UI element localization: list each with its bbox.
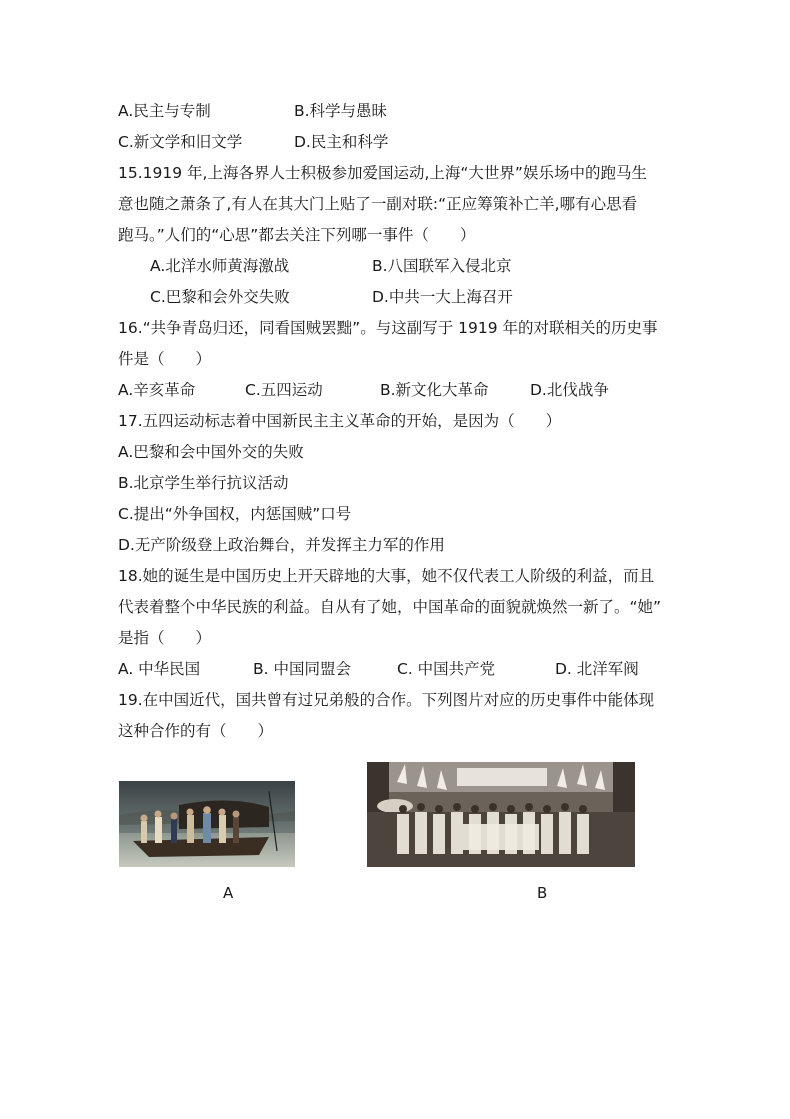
q15-option-c[interactable]: C.巴黎和会外交失败 <box>150 288 290 306</box>
q19-stem-line2: 这种合作的有（ ） <box>118 722 274 740</box>
q15-options-row1 <box>118 251 678 282</box>
q14-option-b[interactable]: B.科学与愚昧 <box>294 102 388 120</box>
q17-option-a[interactable]: A.巴黎和会中国外交的失败 <box>118 443 304 461</box>
q17-option-c[interactable]: C.提出“外争国权，内惩国贼”口号 <box>118 505 352 523</box>
q16-stem-line2: 件是（ ） <box>118 350 212 368</box>
q16-option-b[interactable]: B.新文化大革命 <box>380 381 489 399</box>
q16-option-c[interactable]: C.五四运动 <box>245 381 323 399</box>
photo-a-boat-meeting <box>119 781 295 867</box>
q14-option-c[interactable]: C.新文学和旧文学 <box>118 133 243 151</box>
q18-option-a[interactable]: A. 中华民国 <box>118 660 201 678</box>
photo-a-caption: A <box>223 884 234 902</box>
q18-options-row <box>118 654 678 685</box>
q17-option-b[interactable]: B.北京学生举行抗议活动 <box>118 474 289 492</box>
q16-stem-line1: 16.“共争青岛归还，同看国贼罢黜”。与这副写于 1919 年的对联相关的历史事 <box>118 319 658 337</box>
q14-option-a[interactable]: A.民主与专制 <box>118 102 211 120</box>
q15-options-row2 <box>118 282 678 313</box>
q18-option-c[interactable]: C. 中国共产党 <box>397 660 496 678</box>
q15-option-a[interactable]: A.北洋水师黄海激战 <box>150 257 290 275</box>
photo-b-caption: B <box>537 884 548 902</box>
q15-stem-line3: 跑马。”人们的“心思”都去关注下列哪一事件（ ） <box>118 226 476 244</box>
photo-b-protest-crowd <box>367 762 635 867</box>
q18-stem-line1: 18.她的诞生是中国历史上开天辟地的大事，她不仅代表工人阶级的利益，而且 <box>118 567 655 585</box>
q18-stem-line2: 代表着整个中华民族的利益。自从有了她，中国革命的面貌就焕然一新了。“她” <box>118 598 662 616</box>
q16-options-row <box>118 375 678 406</box>
q16-option-a[interactable]: A.辛亥革命 <box>118 381 196 399</box>
q16-option-d[interactable]: D.北伐战争 <box>530 381 609 399</box>
q14-option-d[interactable]: D.民主和科学 <box>294 133 389 151</box>
q19-stem-line1: 19.在中国近代，国共曾有过兄弟般的合作。下列图片对应的历史事件中能体现 <box>118 691 655 709</box>
q15-option-d[interactable]: D.中共一大上海召开 <box>372 288 513 306</box>
q17-stem: 17.五四运动标志着中国新民主主义革命的开始，是因为（ ） <box>118 412 562 430</box>
q14-options-row1 <box>118 96 678 127</box>
q17-option-d[interactable]: D.无产阶级登上政治舞台，并发挥主力军的作用 <box>118 536 445 554</box>
q14-options-row2 <box>118 127 678 158</box>
q15-stem-line1: 15.1919 年,上海各界人士积极参加爱国运动,上海“大世界”娱乐场中的跑马生 <box>118 164 647 182</box>
q15-option-b[interactable]: B.八国联军入侵北京 <box>372 257 512 275</box>
q18-option-b[interactable]: B. 中国同盟会 <box>253 660 351 678</box>
q15-stem-line2: 意也随之萧条了,有人在其大门上贴了一副对联:“正应筹策补亡羊,哪有心思看 <box>118 195 638 213</box>
exam-page <box>118 96 678 747</box>
q18-stem-line3: 是指（ ） <box>118 629 212 647</box>
q18-option-d[interactable]: D. 北洋军阀 <box>555 660 639 678</box>
